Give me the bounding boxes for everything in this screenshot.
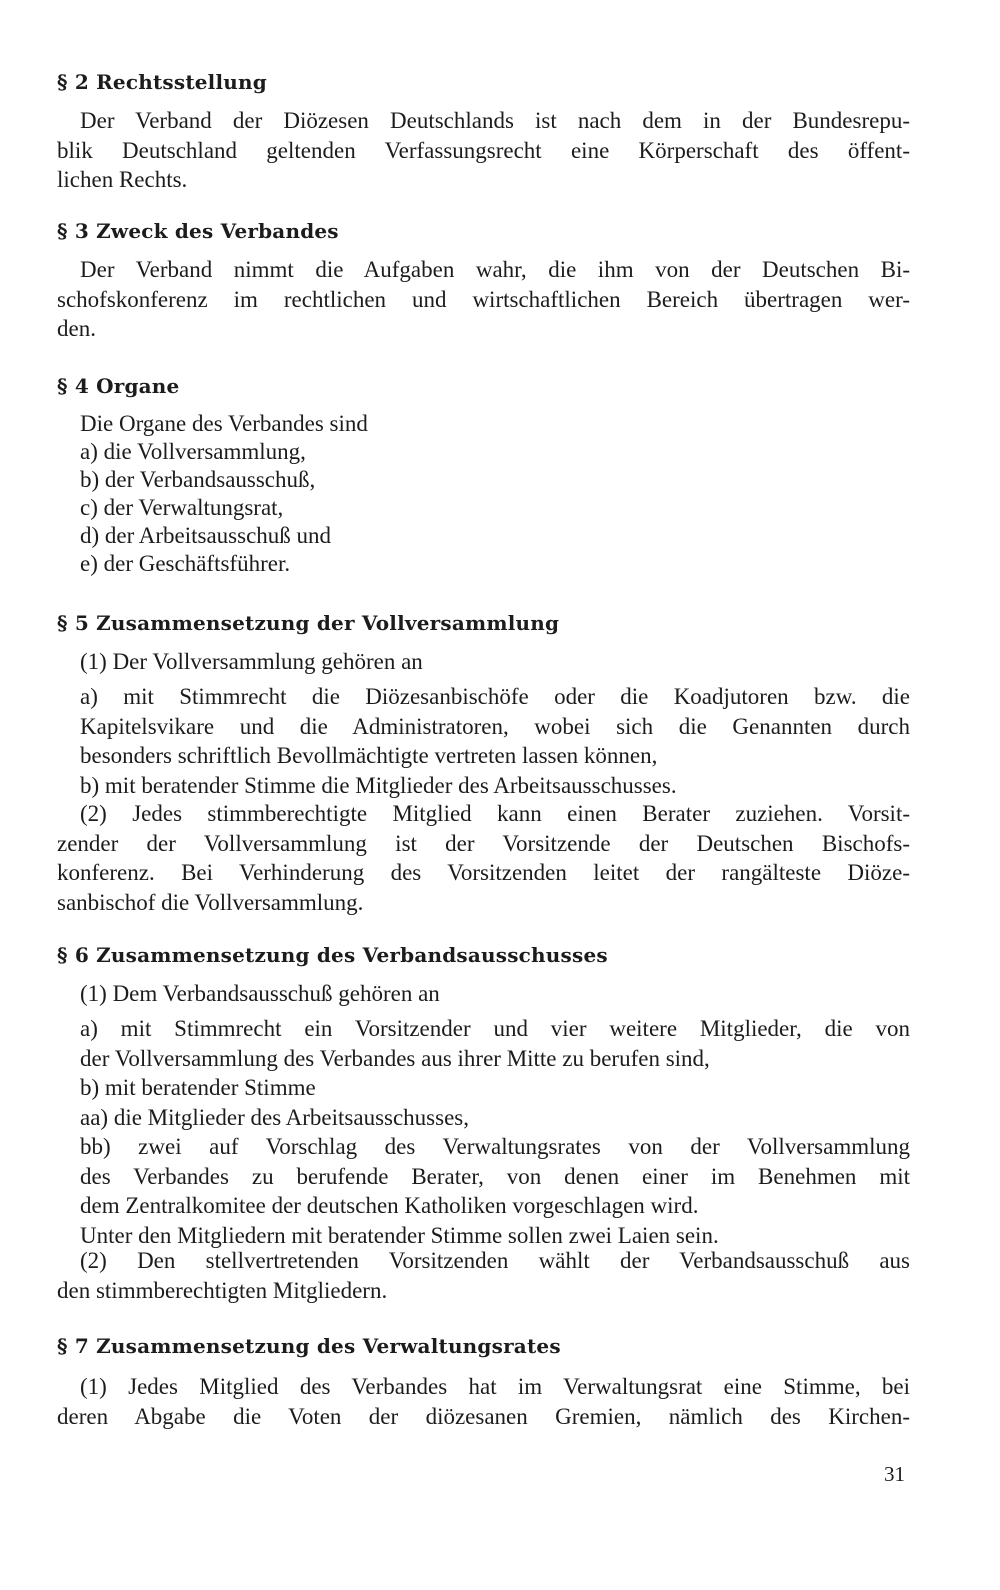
section-heading-7: § 7 Zusammensetzung des Verwaltungsrates [57, 1334, 561, 1358]
page-number: 31 [884, 1462, 905, 1486]
section-7-p1 [57, 1372, 910, 1431]
text-line: bb) zwei auf Vorschlag des Verwaltungsrates von der Vollversammlung [80, 1134, 910, 1159]
text-line: Unter den Mitgliedern mit beratender Stimme sollen zwei Laien sein. [80, 1222, 719, 1248]
text-line: (1) Dem Verbandsausschuß gehören an [80, 981, 440, 1006]
section-heading-5: § 5 Zusammensetzung der Vollversammlung [57, 611, 560, 635]
list-item: a) die Vollversammlung, [80, 439, 306, 464]
section-5-p2 [57, 799, 910, 917]
list-item: c) der Verwaltungsrat, [80, 495, 284, 520]
text-line: zender der Vollversammlung ist der Vorsitzende der Deutschen Bischofs- [57, 830, 910, 856]
text-line: dem Zentralkomitee der deutschen Katholiken vorgeschlagen wird. [80, 1193, 699, 1218]
text-line: (2) Den stellvertretenden Vorsitzenden wählt der Verbandsausschuß aus [80, 1248, 910, 1273]
text-line: den stimmberechtigten Mitgliedern. [57, 1277, 388, 1303]
text-line: schofskonferenz im rechtlichen und wirtschaftlichen Bereich übertragen wer- [57, 286, 910, 312]
section-5-p1-intro [80, 647, 910, 677]
section-heading-3: § 3 Zweck des Verbandes [57, 219, 339, 243]
text-line: (1) Jedes Mitglied des Verbandes hat im Verwaltungsrat eine Stimme, bei [80, 1374, 910, 1399]
text-line: besonders schriftlich Bevollmächtigte vertreten lassen können, [80, 743, 658, 768]
section-heading-6: § 6 Zusammensetzung des Verbandsausschusses [57, 943, 608, 967]
text-line: den. [57, 316, 96, 341]
text-line: lichen Rechts. [57, 167, 188, 192]
text-line: Kapitelsvikare und die Administratoren, wobei sich die Genannten durch [80, 713, 910, 739]
text-line: konferenz. Bei Verhinderung des Vorsitzenden leitet der rangälteste Diöze- [57, 860, 910, 885]
section-heading-4: § 4 Organe [57, 374, 180, 398]
text-line: aa) die Mitglieder des Arbeitsausschusses, [80, 1104, 469, 1130]
text-line: sanbischof die Vollversammlung. [57, 889, 364, 915]
list-item: e) der Geschäftsführer. [80, 551, 291, 576]
section-3-text [57, 255, 910, 344]
text-line: Der Verband nimmt die Aufgaben wahr, die ihm von der Deutschen Bi- [80, 257, 910, 282]
text-line: b) mit beratender Stimme die Mitglieder des Arbeitsausschusses. [80, 772, 677, 798]
section-6-p1-a [80, 1014, 910, 1073]
text-line: b) mit beratender Stimme [80, 1075, 316, 1100]
section-4-list [80, 410, 368, 578]
text-line: blik Deutschland geltenden Verfassungsrecht eine Körperschaft des öffent- [57, 137, 910, 163]
text-line: des Verbandes zu berufende Berater, von denen einer im Benehmen mit [80, 1163, 910, 1189]
text-line: (1) Der Vollversammlung gehören an [80, 649, 423, 674]
list-item: b) der Verbandsausschuß, [80, 467, 316, 492]
section-2-text [57, 106, 910, 195]
text-line: deren Abgabe die Voten der diözesanen Gremien, nämlich des Kirchen- [57, 1403, 910, 1429]
text-line: der Vollversammlung des Verbandes aus ihrer Mitte zu berufen sind, [80, 1045, 710, 1071]
text-line: Der Verband der Diözesen Deutschlands ist nach dem in der Bundesrepu- [80, 108, 910, 133]
section-heading-2: § 2 Rechtsstellung [57, 70, 267, 94]
section-6-p1-b [80, 1073, 910, 1250]
list-intro: Die Organe des Verbandes sind [80, 411, 368, 436]
section-6-p1-intro [80, 979, 910, 1009]
text-line: a) mit Stimmrecht ein Vorsitzender und vier weitere Mitglieder, die von [80, 1016, 910, 1041]
text-line: a) mit Stimmrecht die Diözesanbischöfe oder die Koadjutoren bzw. die [80, 684, 910, 709]
section-6-p2 [57, 1246, 910, 1305]
section-5-p1-a [80, 682, 910, 800]
text-line: (2) Jedes stimmberechtigte Mitglied kann einen Berater zuziehen. Vorsit- [80, 801, 910, 826]
list-item: d) der Arbeitsausschuß und [80, 523, 332, 548]
